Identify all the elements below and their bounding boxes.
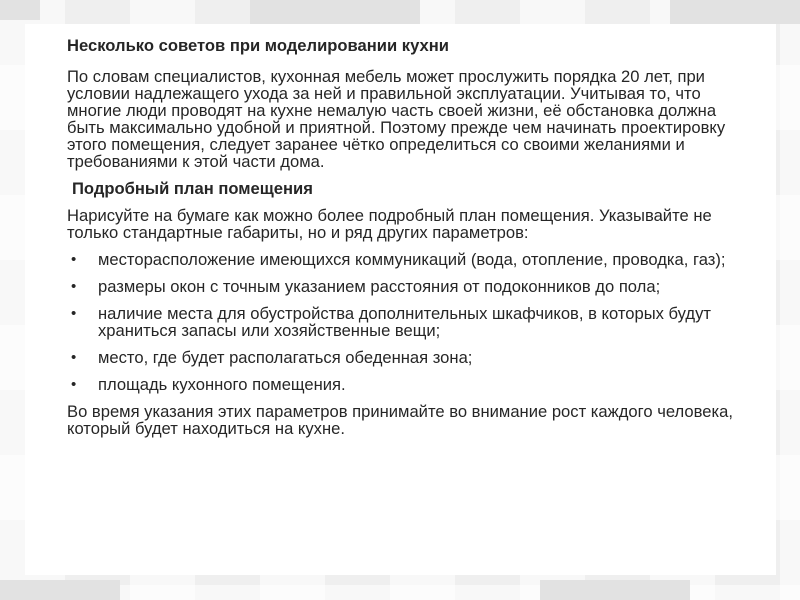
list-item: • площадь кухонного помещения. xyxy=(67,376,757,393)
list-item: • наличие места для обустройства дополнительных шкафчиков, в которых будут храниться запасы или хозяйственные вещи; xyxy=(67,305,757,339)
list-item: • месторасположение имеющихся коммуникаций (вода, отопление, проводка, газ); xyxy=(67,251,757,268)
background-tile xyxy=(0,580,120,600)
section-subtitle: Подробный план помещения xyxy=(72,179,313,198)
list-item: • место, где будет располагаться обеденная зона; xyxy=(67,349,757,366)
list-item: • размеры окон с точным указанием расстояния от подоконников до пола; xyxy=(67,278,757,295)
background-tile xyxy=(0,0,40,20)
parameters-list xyxy=(67,251,757,393)
background-tile xyxy=(540,580,690,600)
intro-paragraph: По словам специалистов, кухонная мебель может прослужить порядка 20 лет, при условии надлежащего ухода за ней и правильной эксплуатации. Учитывая то, что многие люди проводят на кухне немалую часть своей жизни, её обстановка должна быть максимально удобной и приятной. Поэтому прежде чем начинать проектировку этого помещения, следует заранее чётко определиться со своими желаниями и требованиями к этой части дома. xyxy=(67,67,726,171)
slide-content xyxy=(67,37,757,447)
plan-paragraph: Нарисуйте на бумаге как можно более подробный план помещения. Указывайте не только стандартные габариты, но и ряд других параметров: xyxy=(67,206,712,242)
background-tile xyxy=(670,0,800,24)
slide-panel xyxy=(25,24,776,575)
slide-title: Несколько советов при моделировании кухни xyxy=(67,36,449,55)
closing-paragraph: Во время указания этих параметров принимайте во внимание рост каждого человека, который будет находиться на кухне. xyxy=(67,402,733,438)
background-tile xyxy=(250,0,420,24)
